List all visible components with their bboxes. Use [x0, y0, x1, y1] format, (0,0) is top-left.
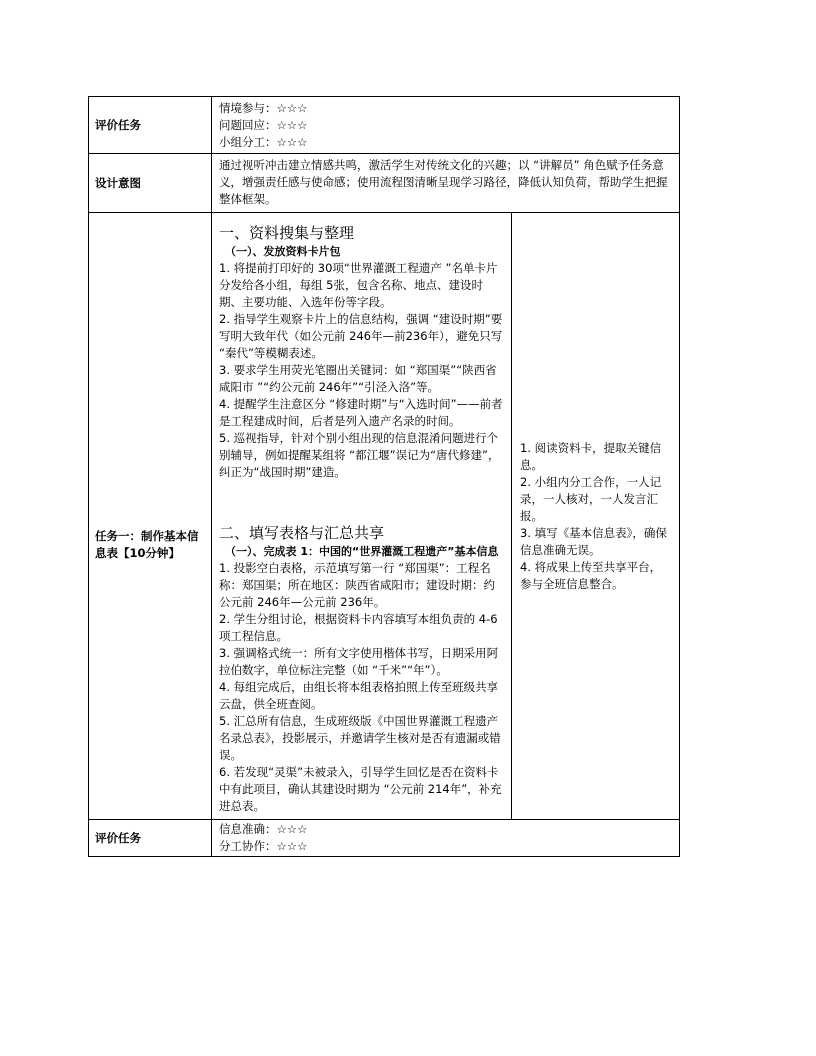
student-item: 3. 填写《基本信息表》，确保信息准确无误。: [520, 525, 667, 557]
eval-label-1: 评价任务: [89, 97, 212, 154]
student-item: 2. 小组内分工合作，一人记录，一人核对，一人发言汇报。: [520, 474, 662, 523]
task1-label: 任务一：制作基本信息表【10分钟】: [89, 213, 212, 820]
section2-title: 二、填写表格与汇总共享: [219, 524, 385, 542]
eval-item: 小组分工：☆☆☆: [219, 135, 308, 149]
design-row: [89, 154, 680, 213]
eval-label-2: 评价任务: [89, 820, 212, 857]
star-rating: ☆☆☆: [276, 101, 308, 115]
section2-item: 4. 每组完成后，由组长将本组表格拍照上传至班级共享云盘，供全班查阅。: [219, 680, 499, 711]
eval-items-2: [212, 820, 680, 857]
section1-item: 3. 要求学生用荧光笔圈出关键词：如 “郑国渠”“陕西省咸阳市 ”“约公元前 246年”“引泾入洛”等。: [219, 363, 497, 394]
student-activities: [512, 213, 680, 820]
eval-item: 情境参与：☆☆☆: [219, 101, 308, 115]
eval-items-1: [212, 97, 680, 154]
section1-item: 1. 将提前打印好的 30项“世界灌溉工程遗产 ”名单卡片分发给各小组，每组 5张，包含名称、地点、建设时期、主要功能、入选年份等字段。: [219, 261, 498, 309]
teacher-activities: [212, 213, 512, 820]
star-rating: ☆☆☆: [276, 822, 308, 836]
eval-row-1: [89, 97, 680, 154]
eval-item: 信息准确：☆☆☆: [219, 822, 308, 836]
task1-row: [89, 213, 680, 820]
section2-item: 6. 若发现“灵渠”未被录入，引导学生回忆是否在资料卡中有此项目，确认其建设时期为 “公元前 214年”，补充进总表。: [219, 765, 502, 813]
section1-title: 一、资料搜集与整理: [219, 224, 355, 242]
spacer: [219, 481, 504, 515]
section1-item: 4. 提醒学生注意区分 “修建时期”与“入选时间”——前者是工程建成时间，后者是列入遗产名录的时间。: [219, 397, 503, 428]
lesson-plan-table: [88, 96, 679, 857]
section2-item: 5. 汇总所有信息，生成班级版《中国世界灌溉工程遗产名录总表》，投影展示，并邀请学生核对是否有遗漏或错误。: [219, 714, 501, 762]
section2-item: 2. 学生分组讨论，根据资料卡内容填写本组负责的 4-6项工程信息。: [219, 612, 498, 643]
section1-subtitle: （一）、发放资料卡片包: [225, 245, 341, 258]
student-item: 4. 将成果上传至共享平台，参与全班信息整合。: [520, 559, 662, 591]
eval-row-2: [89, 820, 680, 857]
star-rating: ☆☆☆: [276, 839, 308, 853]
student-item: 1. 阅读资料卡，提取关键信息。: [520, 440, 662, 472]
star-rating: ☆☆☆: [276, 135, 308, 149]
star-rating: ☆☆☆: [276, 118, 308, 132]
eval-item: 问题回应：☆☆☆: [219, 118, 308, 132]
section2-subtitle: （一）、完成表 1：中国的“世界灌溉工程遗产”基本信息: [225, 545, 499, 558]
design-label: 设计意图: [89, 154, 212, 213]
section2-item: 3. 强调格式统一：所有文字使用楷体书写，日期采用阿拉伯数字，单位标注完整（如 “千米”“年”）。: [219, 646, 499, 677]
design-text: 通过视听冲击建立情感共鸣，激活学生对传统文化的兴趣；以 “讲解员” 角色赋予任务意义，增强责任感与使命感；使用流程图清晰呈现学习路径，降低认知负荷，帮助学生把握整体框架。: [212, 154, 680, 213]
eval-item: 分工协作：☆☆☆: [219, 839, 308, 853]
section1-item: 2. 指导学生观察卡片上的信息结构，强调 “建设时期”要写明大致年代（如公元前 246年—前236年），避免只写 “秦代”等模糊表述。: [219, 312, 503, 360]
section1-item: 5. 巡视指导，针对个别小组出现的信息混淆问题进行个别辅导，例如提醒某组将 “都江堰”误记为“唐代修建”，纠正为“战国时期”建造。: [219, 431, 500, 479]
section2-item: 1. 投影空白表格，示范填写第一行 “郑国渠”：工程名称：郑国渠；所在地区：陕西省咸阳市；建设时期：约公元前 246年—公元前 236年。: [219, 561, 495, 609]
